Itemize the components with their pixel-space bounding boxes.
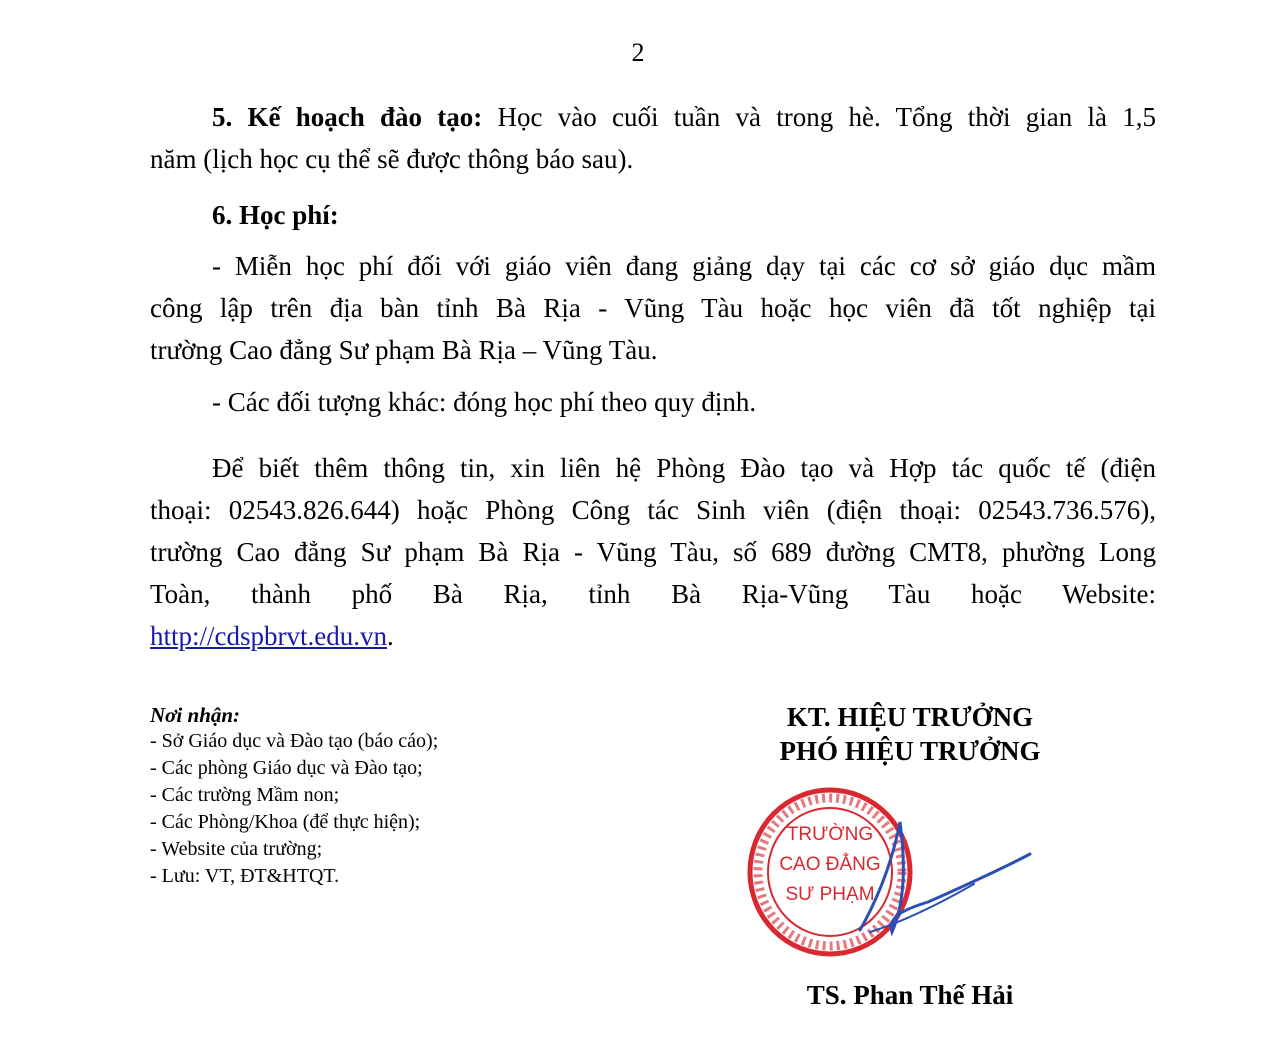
- contact-line-2: thoại: 02543.826.644) hoặc Phòng Công tác Sinh viên (điện thoại: 02543.736.576),: [150, 495, 1156, 525]
- recipient-item: - Các Phòng/Khoa (để thực hiện);: [150, 811, 421, 833]
- section-5-text: Học vào cuối tuần và trong hè. Tổng thời gian là 1,5: [482, 102, 1157, 132]
- signer-name: TS. Phan Thế Hải: [806, 980, 1014, 1010]
- stamp-text-line-3: SƯ PHẠM: [785, 884, 875, 905]
- signature-title-1: KT. HIỆU TRƯỞNG: [786, 702, 1034, 732]
- recipient-item: - Sở Giáo dục và Đào tạo (báo cáo);: [150, 730, 439, 752]
- recipient-item: - Lưu: VT, ĐT&HTQT.: [150, 865, 340, 887]
- contact-line-3: trường Cao đẳng Sư phạm Bà Rịa - Vũng Tàu, số 689 đường CMT8, phường Long: [150, 537, 1156, 567]
- stamp-text-line-1: TRƯỜNG: [786, 824, 874, 845]
- contact-line-5: [150, 615, 1156, 657]
- section-6-item-2: - Các đối tượng khác: đóng học phí theo quy định.: [212, 387, 757, 417]
- handwritten-signature: [860, 822, 1030, 932]
- section-6-item-1-line-3: trường Cao đẳng Sư phạm Bà Rịa – Vũng Tàu.: [150, 335, 658, 365]
- section-5-line-1: [150, 96, 1156, 138]
- page-number: 2: [631, 38, 645, 67]
- section-6-item-1-line-1: - Miễn học phí đối với giáo viên đang giảng dạy tại các cơ sở giáo dục mầm: [212, 251, 1156, 281]
- recipient-item: - Các phòng Giáo dục và Đào tạo;: [150, 757, 423, 779]
- recipient-item: - Các trường Mầm non;: [150, 784, 340, 806]
- section-6-item-1: [150, 245, 1156, 371]
- contact-end-punct: .: [386, 621, 394, 651]
- signature-title-2: PHÓ HIỆU TRƯỞNG: [779, 736, 1041, 766]
- recipient-item: - Website của trường;: [150, 838, 323, 860]
- section-6-heading: 6. Học phí:: [212, 200, 339, 230]
- contact-paragraph: [150, 447, 1156, 657]
- section-5-line-2: năm (lịch học cụ thể sẽ được thông báo sau).: [150, 144, 634, 174]
- contact-line-1: Để biết thêm thông tin, xin liên hệ Phòng Đào tạo và Hợp tác quốc tế (điện: [212, 453, 1156, 483]
- section-5-heading: 5. Kế hoạch đào tạo:: [212, 102, 483, 132]
- recipients-block: [150, 702, 438, 890]
- stamp-text-line-2: CAO ĐẲNG: [779, 854, 881, 875]
- section-5-training-plan: [150, 96, 1156, 180]
- recipients-title: Nơi nhận:: [150, 703, 241, 727]
- contact-line-4: Toàn, thành phố Bà Rịa, tỉnh Bà Rịa-Vũng Tàu hoặc Website:: [150, 579, 1156, 609]
- official-stamp-with-signature: [742, 782, 1042, 972]
- website-link[interactable]: http://cdspbrvt.edu.vn: [150, 621, 387, 651]
- section-6-item-1-line-2: công lập trên địa bàn tỉnh Bà Rịa - Vũng Tàu hoặc học viên đã tốt nghiệp tại: [150, 293, 1156, 323]
- signature-stroke: [870, 884, 974, 932]
